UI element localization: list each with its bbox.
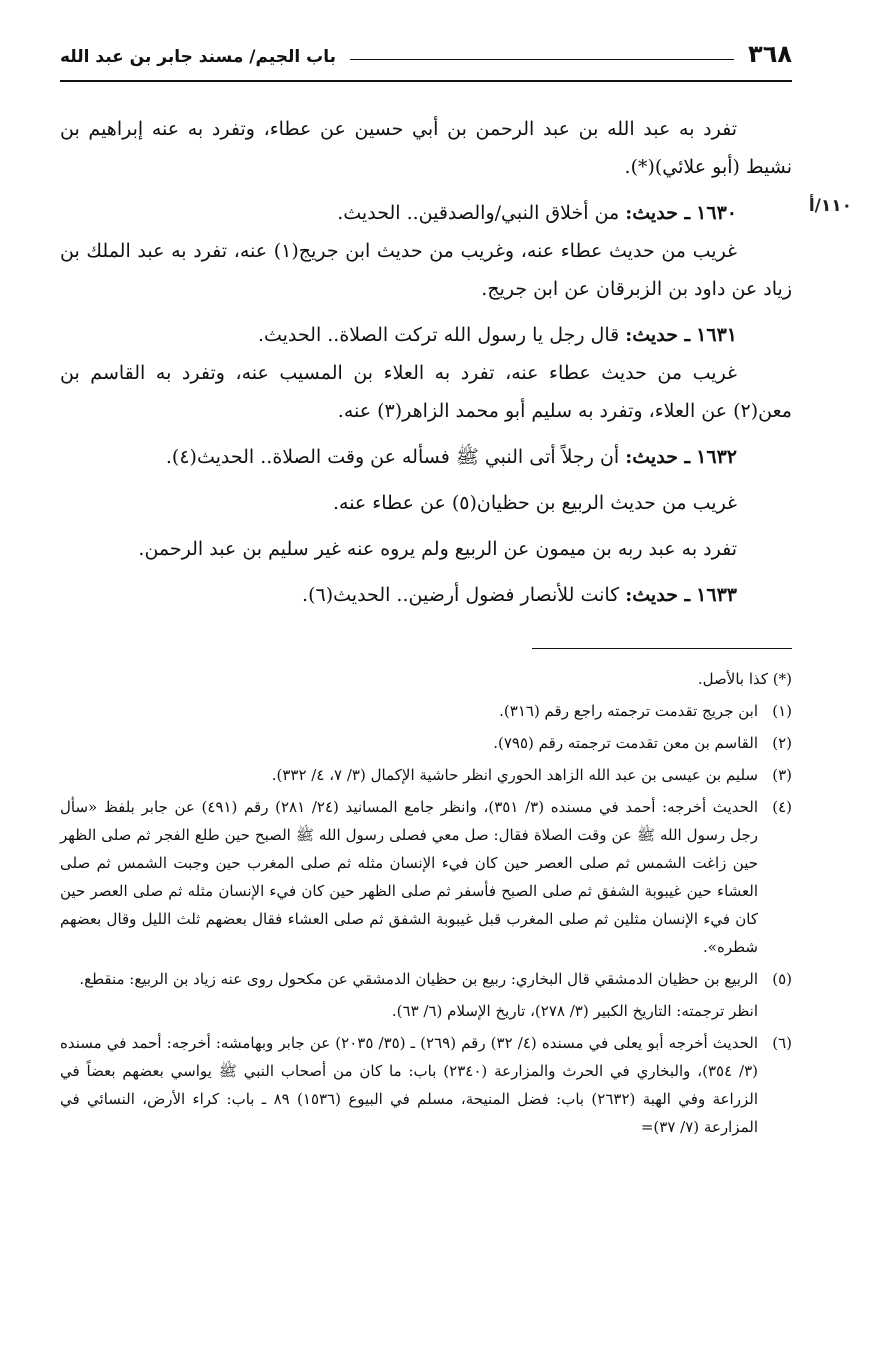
footnote-text: سليم بن عيسى بن عبد الله الزاهد الحوري انظر حاشية الإكمال (٣/ ٧، ٤/ ٣٣٢). [271,766,758,784]
footnote-number: (٦) [772,1034,792,1052]
hadith-text: كانت للأنصار فضول أرضين.. الحديث(٦). [302,584,620,606]
header-line [350,58,734,60]
folio-marker: ١١٠/أ [808,196,852,216]
hadith-line [60,316,792,354]
footnote [60,665,792,693]
hadith-number: ١٦٣٠ [696,202,737,224]
footnote [60,793,792,961]
header-rule [60,80,792,82]
footnote [60,729,792,757]
footnote-text: الحديث أخرجه: أحمد في مسنده (٣/ ٣٥١)، وانظر جامع المسانيد (٢٤/ ٢٨١) رقم (٤٩١) عن جابر بلفظ «سأل رجل رسول الله ﷺ عن وقت الصلاة فقال: صل معي فصلى رسول الله ﷺ الصبح حين طلع الفجر ثم صلى الظهر حين زاغت الشمس ثم صلى العصر حين كان فيء الإنسان مثله ثم صلى المغرب حين وجبت الشمس ثم صلى العشاء حين غيبوبة الشفق ثم صلى الصبح فأسفر ثم صلى الظهر حين كان فيء الإنسان مثله ثم صلى العصر حين كان فيء الإنسان مثلين ثم صلى المغرب قبل غيبوبة الشفق ثم صلى العشاء فقال بعضهم ثلث الليل وقال بعضهم شطره». [60,798,758,956]
page-number: ٣٦٨ [748,40,792,68]
running-title: باب الجيم/ مسند جابر بن عبد الله [60,47,336,67]
footnote [60,761,792,789]
hadith-entry [60,194,852,232]
paragraph: غريب من حديث الربيع بن حظيان(٥) عن عطاء عنه. [332,492,737,514]
footnote-number: (٢) [772,734,792,752]
footnote-text: (*) كذا بالأصل. [697,670,792,688]
footnote-text: ابن جريج تقدمت ترجمته راجع رقم (٣١٦). [499,702,758,720]
footnote-number: (٤) [772,798,792,816]
hadith-text: أن رجلاً أتى النبي ﷺ فسأله عن وقت الصلاة.. الحديث(٤). [165,446,620,468]
footnote [60,997,792,1025]
hadith-line [60,576,792,614]
hadith-number: ١٦٣١ [696,324,737,346]
footnote-number: (٥) [772,970,792,988]
main-text [60,110,852,614]
footnote-divider [532,648,792,649]
paragraph: تفرد به عبد ربه بن ميمون عن الربيع ولم يروه عنه غير سليم بن عبد الرحمن. [138,538,737,560]
footnote-text: القاسم بن معن تقدمت ترجمته رقم (٧٩٥). [493,734,758,752]
hadith-label: ـ حديث: [625,446,691,468]
book-page [60,40,852,1145]
hadith-text: قال رجل يا رسول الله تركت الصلاة.. الحديث. [257,324,620,346]
paragraph: تفرد به عبد الله بن عبد الرحمن بن أبي حسين عن عطاء، وتفرد به عنه إبراهيم بن نشيط (أبو علائي)(*). [60,118,792,178]
footnotes [60,665,792,1141]
footnote [60,697,792,725]
footnote-text: الربيع بن حظيان الدمشقي قال البخاري: ربيع بن حظيان الدمشقي عن مكحول روى عنه زياد بن الربيع: منقطع. [79,970,758,988]
hadith-number: ١٦٣٣ [696,584,737,606]
footnote-text: انظر ترجمته: التاريخ الكبير (٣/ ٢٧٨)، تاريخ الإسلام (٦/ ٦٣). [391,1002,758,1020]
footnote-text: الحديث أخرجه أبو يعلى في مسنده (٤/ ٣٢) رقم (٢٦٩) ـ (٣٥/ ٢٠٣٥) عن جابر وبهامشه: أخرجه: أحمد في مسنده (٣/ ٣٥٤)، والبخاري في الحرث والمزارعة (٢٣٤٠) باب: ما كان من أصحاب النبي ﷺ يواسي بعضهم بعضاً في الزراعة وفي الهبة (٢٦٣٢) باب: فضل المنيحة، مسلم في البيوع (١٥٣٦) ٨٩ ـ باب: كراء الأرض، النسائي في المزارعة (٧/ ٣٧)= [60,1034,758,1136]
page-header [60,40,792,78]
hadith-text: من أخلاق النبي/والصدقين.. الحديث. [337,202,620,224]
hadith-line [60,438,792,476]
hadith-line [60,194,792,232]
hadith-number: ١٦٣٢ [696,446,737,468]
footnote [60,1029,792,1141]
hadith-label: ـ حديث: [625,584,691,606]
footnote-number: (٣) [772,766,792,784]
hadith-label: ـ حديث: [625,202,691,224]
paragraph: غريب من حديث عطاء عنه، وغريب من حديث ابن جريج(١) عنه، تفرد به عبد الملك بن زياد عن داود بن الزبرقان عن ابن جريج. [60,240,792,300]
footnote-number: (١) [772,702,792,720]
paragraph: غريب من حديث عطاء عنه، تفرد به العلاء بن المسيب عنه، وتفرد به القاسم بن معن(٢) عن العلاء، وتفرد به سليم أبو محمد الزاهر(٣) عنه. [60,362,792,422]
footnote [60,965,792,993]
hadith-label: ـ حديث: [625,324,691,346]
